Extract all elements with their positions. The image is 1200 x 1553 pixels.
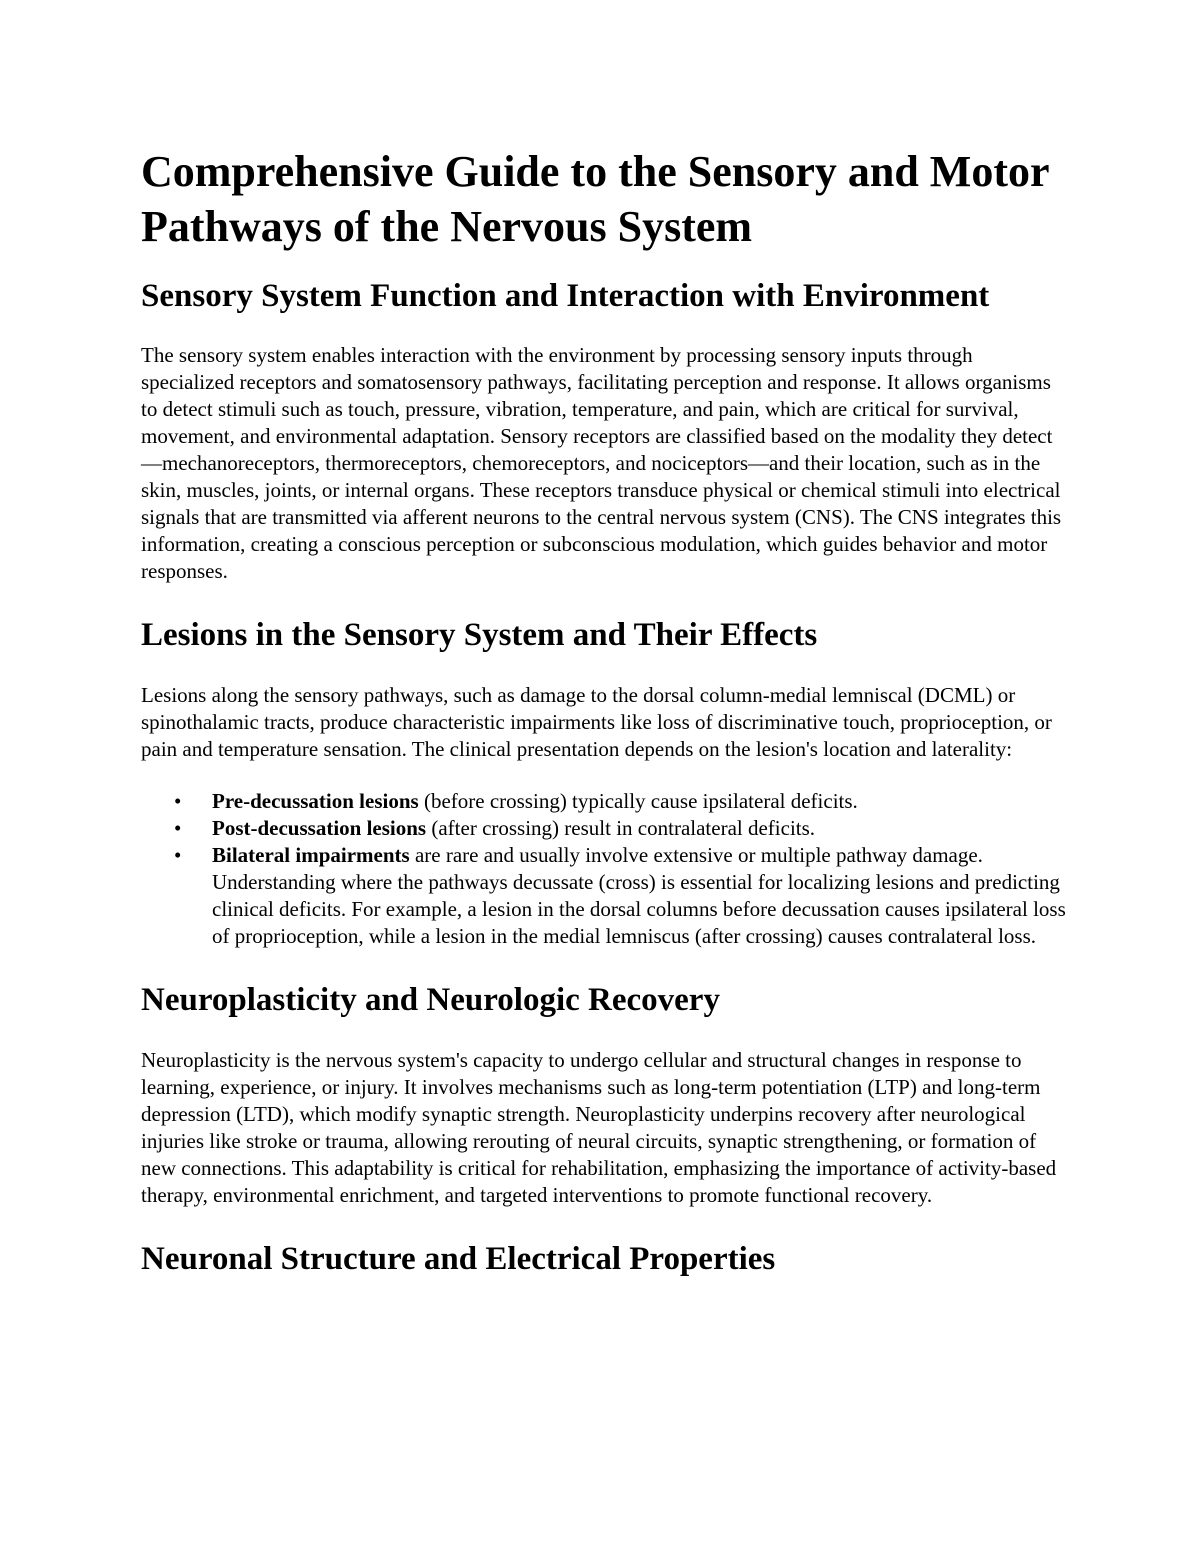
lesions-paragraph: Lesions along the sensory pathways, such as damage to the dorsal column-medial lemniscal (DCML) or spinothalamic tracts, produce characteristic impairments like loss of discriminative touch, proprioception, or pain and temperature sensation. The clinical presentation depends on the lesion's location and laterality: (141, 683, 1052, 761)
list-item-term: Pre-decussation lesions (212, 789, 419, 813)
bullet-marker: • (174, 843, 182, 867)
lesion-types-list (141, 788, 1066, 950)
neuroplasticity-paragraph: Neuroplasticity is the nervous system's capacity to undergo cellular and structural changes in response to learning, experience, or injury. It involves mechanisms such as long-term potentiation (LTP) and long-term depression (LTD), which modify synaptic strength. Neuroplasticity underpins recovery after neurological injuries like stroke or trauma, allowing rerouting of neural circuits, synaptic strengthening, or formation of new connections. This adaptability is critical for rehabilitation, emphasizing the importance of activity-based therapy, environmental enrichment, and targeted interventions to promote functional recovery. (141, 1048, 1057, 1207)
list-item-text: (before crossing) typically cause ipsilateral deficits. (418, 789, 858, 813)
list-item-text: (after crossing) result in contralateral deficits. (426, 816, 816, 840)
section-heading-lesions: Lesions in the Sensory System and Their Effects (141, 617, 818, 653)
page-title: Comprehensive Guide to the Sensory and Motor Pathways of the Nervous System (141, 147, 1049, 251)
document-page (141, 144, 1066, 1279)
sensory-function-paragraph: The sensory system enables interaction with the environment by processing sensory inputs through specialized receptors and somatosensory pathways, facilitating perception and response. It allows organisms to detect stimuli such as touch, pressure, vibration, temperature, and pain, which are critical for survival, movement, and environmental adaptation. Sensory receptors are classified based on the modality they detect—mechanoreceptors, thermoreceptors, chemoreceptors, and nociceptors—and their location, such as in the skin, muscles, joints, or internal organs. These receptors transduce physical or chemical stimuli into electrical signals that are transmitted via afferent neurons to the central nervous system (CNS). The CNS integrates this information, creating a conscious perception or subconscious modulation, which guides behavior and motor responses. (141, 343, 1062, 583)
list-item (141, 842, 1066, 950)
section-heading-neuroplasticity: Neuroplasticity and Neurologic Recovery (141, 982, 720, 1018)
list-item-text: are rare and usually involve extensive or multiple pathway damage. Understanding where the pathways decussate (cross) is essential for localizing lesions and predicting clinical deficits. For example, a lesion in the dorsal columns before decussation causes ipsilateral loss of proprioception, while a lesion in the medial lemniscus (after crossing) causes contralateral loss. (212, 843, 1066, 948)
list-item (141, 788, 1066, 815)
section-heading-sensory-function: Sensory System Function and Interaction with Environment (141, 278, 990, 314)
list-item-term: Bilateral impairments (212, 843, 410, 867)
section-heading-neuronal-structure: Neuronal Structure and Electrical Properties (141, 1241, 776, 1277)
bullet-marker: • (174, 789, 182, 813)
bullet-marker: • (174, 816, 182, 840)
list-item (141, 815, 1066, 842)
list-item-term: Post-decussation lesions (212, 816, 427, 840)
